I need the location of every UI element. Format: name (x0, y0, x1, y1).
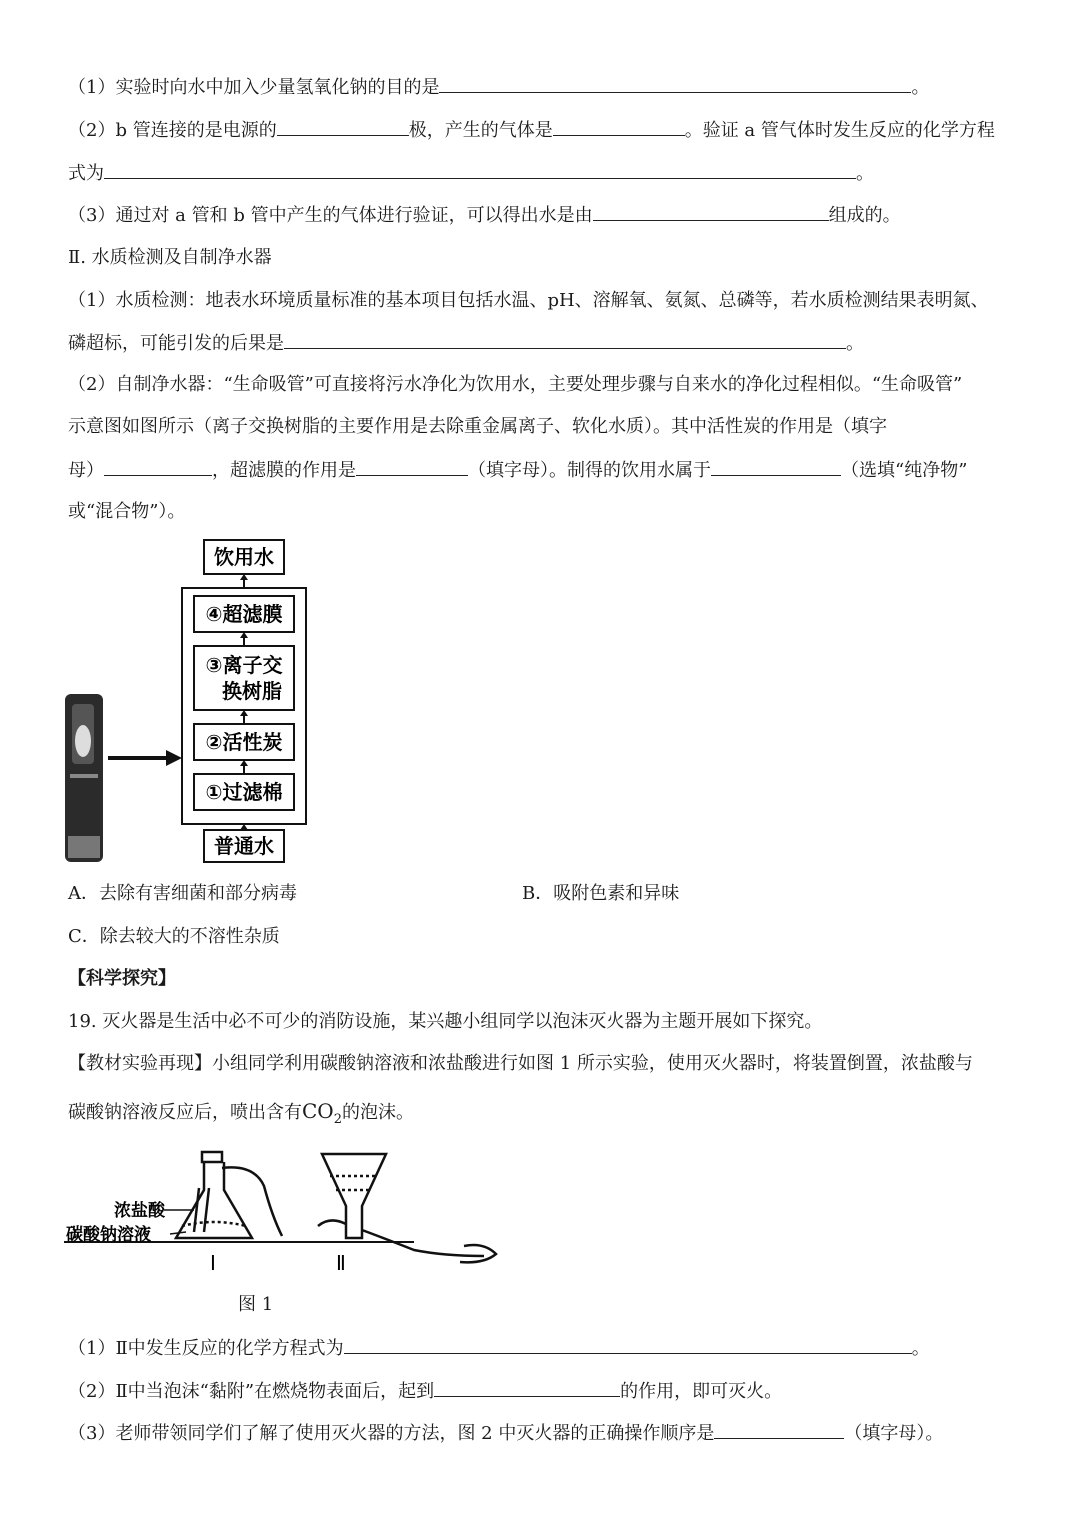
option-c: C．除去较大的不溶性杂质 (68, 926, 280, 947)
life-straw-diagram (62, 536, 312, 866)
q2-line: （2）b 管连接的是电源的 极，产生的气体是 。验证 a 管气体时发生反应的化学方程 (68, 117, 995, 144)
q19-s2: （2）Ⅱ中当泡沫“黏附”在燃烧物表面后，起到 的作用，即可灭火。 (68, 1378, 782, 1405)
straw-image (65, 694, 103, 862)
answer-blank[interactable] (284, 330, 846, 349)
label-hcl: 浓盐酸 (114, 1201, 165, 1221)
part2-heading: Ⅱ. 水质检测及自制净水器 (68, 247, 272, 268)
q19-p2: 碳酸钠溶液反应后，喷出含有$CO_2$的泡沫。 (68, 1099, 414, 1127)
option-a: A．去除有害细菌和部分病毒 (68, 883, 297, 904)
step-4-label: ④超滤膜 (205, 602, 283, 626)
answer-blank[interactable] (104, 457, 212, 476)
figure-1 (64, 1146, 504, 1280)
flask-1 (176, 1152, 282, 1238)
p2q2-line2: 示意图如图所示（离子交换树脂的主要作用是去除重金属离子、软化水质）。其中活性炭的作用是（填字 (68, 416, 887, 437)
step-3-label-a: ③离子交 (205, 653, 283, 677)
q19-s3: （3）老师带领同学们了解了使用灭火器的方法，图 2 中灭火器的正确操作顺序是 （填字母）。 (68, 1420, 943, 1447)
label-na2co3: 碳酸钠溶液 (66, 1225, 151, 1245)
arrow-head (166, 750, 182, 766)
answer-blank[interactable] (593, 202, 829, 221)
box-bottom-label: 普通水 (214, 834, 274, 858)
step-1-label: ①过滤棉 (205, 780, 283, 804)
answer-blank[interactable] (277, 117, 409, 136)
answer-blank[interactable] (344, 1335, 912, 1354)
flask-2 (318, 1154, 496, 1262)
box-top-label: 饮用水 (214, 545, 274, 569)
p2q2-line4: 或“混合物”）。 (68, 501, 186, 522)
answer-blank[interactable] (711, 457, 841, 476)
p2q1-line1: （1）水质检测：地表水环境质量标准的基本项目包括水温、pH、溶解氧、氨氮、总磷等，若水质检测结果表明氮、 (68, 290, 989, 311)
answer-blank[interactable] (356, 457, 468, 476)
roman-2: Ⅱ (336, 1251, 346, 1275)
answer-blank[interactable] (104, 160, 856, 179)
answer-blank[interactable] (553, 117, 685, 136)
p2q2-line1: （2）自制净水器：“生命吸管”可直接将污水净化为饮用水，主要处理步骤与自来水的净化过程相似。“生命吸管” (68, 374, 963, 395)
q1-line: （1）实验时向水中加入少量氢氧化钠的目的是 。 (68, 74, 929, 101)
step-2-label: ②活性炭 (205, 730, 283, 754)
step-3-label-b: 换树脂 (222, 679, 282, 703)
q19-p1: 【教材实验再现】小组同学利用碳酸钠溶液和浓盐酸进行如图 1 所示实验，使用灭火器时，将装置倒置，浓盐酸与 (68, 1053, 973, 1074)
q19-intro: 19. 灭火器是生活中必不可少的消防设施，某兴趣小组同学以泡沫灭火器为主题开展如下探究。 (68, 1011, 823, 1032)
q1-text: （1）实验时向水中加入少量氢氧化钠的目的是 (68, 77, 440, 98)
q19-s1: （1）Ⅱ中发生反应的化学方程式为 。 (68, 1335, 930, 1362)
answer-blank[interactable] (434, 1378, 620, 1397)
answer-blank[interactable] (714, 1420, 844, 1439)
q2-line2: 式为 。 (68, 160, 874, 187)
q3-line: （3）通过对 a 管和 b 管中产生的气体进行验证，可以得出水是由 组成的。 (68, 202, 901, 229)
roman-1: Ⅰ (210, 1251, 216, 1275)
answer-blank[interactable] (439, 74, 911, 93)
figure-1-caption: 图 1 (238, 1294, 274, 1315)
option-b: B．吸附色素和异味 (522, 883, 680, 904)
p2q1-line2: 磷超标，可能引发的后果是 。 (68, 330, 864, 357)
co2-formula: $CO_2$ (302, 1099, 342, 1127)
p2q2-line3: 母） ，超滤膜的作用是 （填字母）。制得的饮用水属于 （选填“纯净物” (68, 457, 967, 484)
section-heading: 【科学探究】 (68, 968, 176, 989)
